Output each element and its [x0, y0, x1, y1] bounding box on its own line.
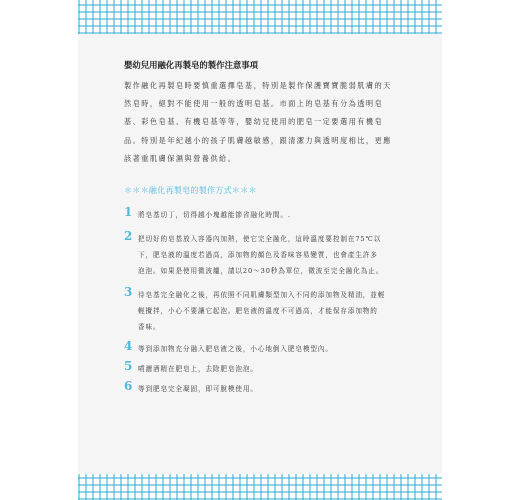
- step-line: 泡泡。如果是使用微波爐，請以20～30秒為單位，微波至完全融化為止。: [138, 267, 384, 275]
- bottom-grid-pattern-band: [78, 474, 442, 500]
- intro-line: 基、彩色皂基、有機皂基等等，嬰幼兒使用的肥皂一定要選用有機皂: [124, 117, 384, 127]
- step-text: [138, 341, 378, 357]
- top-grid-pattern-band: [78, 0, 442, 34]
- step-line: 把切好的皂基放入容器內加熱，使它完全融化，這時溫度要控制在75℃以: [138, 235, 382, 243]
- step-line: 香味。: [138, 323, 161, 331]
- page-title: 嬰幼兒用融化再製皂的製作注意事項: [124, 60, 258, 70]
- step-text: [138, 231, 384, 279]
- intro-paragraph: [124, 77, 392, 168]
- intro-line: 然皂時，絕對不能使用一般的透明皂基。市面上的皂基有分為透明皂: [124, 99, 384, 109]
- step-line: 待皂基完全融化之後，再依照不同肌膚類型加入不同的添加物及精油，並輕: [138, 291, 386, 299]
- intro-line: 製作融化再製皂時要慎重選擇皂基，特別是製作保護寶寶脆弱肌膚的天: [124, 81, 392, 90]
- document-page: [78, 0, 442, 500]
- step-line: 下，肥皂液的溫度若過高，添加物的顏色及香味容易變質，也會產生許多: [138, 251, 378, 259]
- step-number: 1: [124, 205, 133, 219]
- step-number: 6: [124, 379, 133, 393]
- step-number: 3: [124, 285, 133, 299]
- section-subtitle: ＊＊＊融化再製皂的製作方式＊＊＊: [124, 186, 257, 195]
- step-line: 等到肥皂完全凝固，即可脫模使用。: [138, 385, 258, 393]
- step-line: 噴灑酒精在肥皂上，去除肥皂泡泡。: [138, 365, 258, 373]
- step-text: [138, 381, 378, 397]
- intro-line: 品。特別是年紀越小的孩子肌膚越敏感，跟清潔力與透明度相比，更應: [124, 135, 392, 145]
- step-number: 2: [124, 229, 133, 243]
- step-number: 5: [124, 359, 133, 373]
- step-line: 將皂基切丁，切得越小塊越能節省融化時間。.: [138, 211, 291, 219]
- step-text: [138, 361, 378, 377]
- step-line: 輕攪拌，小心不要讓它起泡。肥皂液的溫度不可過高，才能保存添加物的: [138, 307, 378, 315]
- step-line: 等到添加物充分融入肥皂液之後，小心地倒入肥皂模型內。: [138, 345, 333, 353]
- step-number: 4: [124, 339, 133, 353]
- step-text: [138, 287, 386, 335]
- intro-line: 該著重肌膚保濕與營養供給。: [124, 153, 237, 163]
- step-text: [138, 207, 378, 223]
